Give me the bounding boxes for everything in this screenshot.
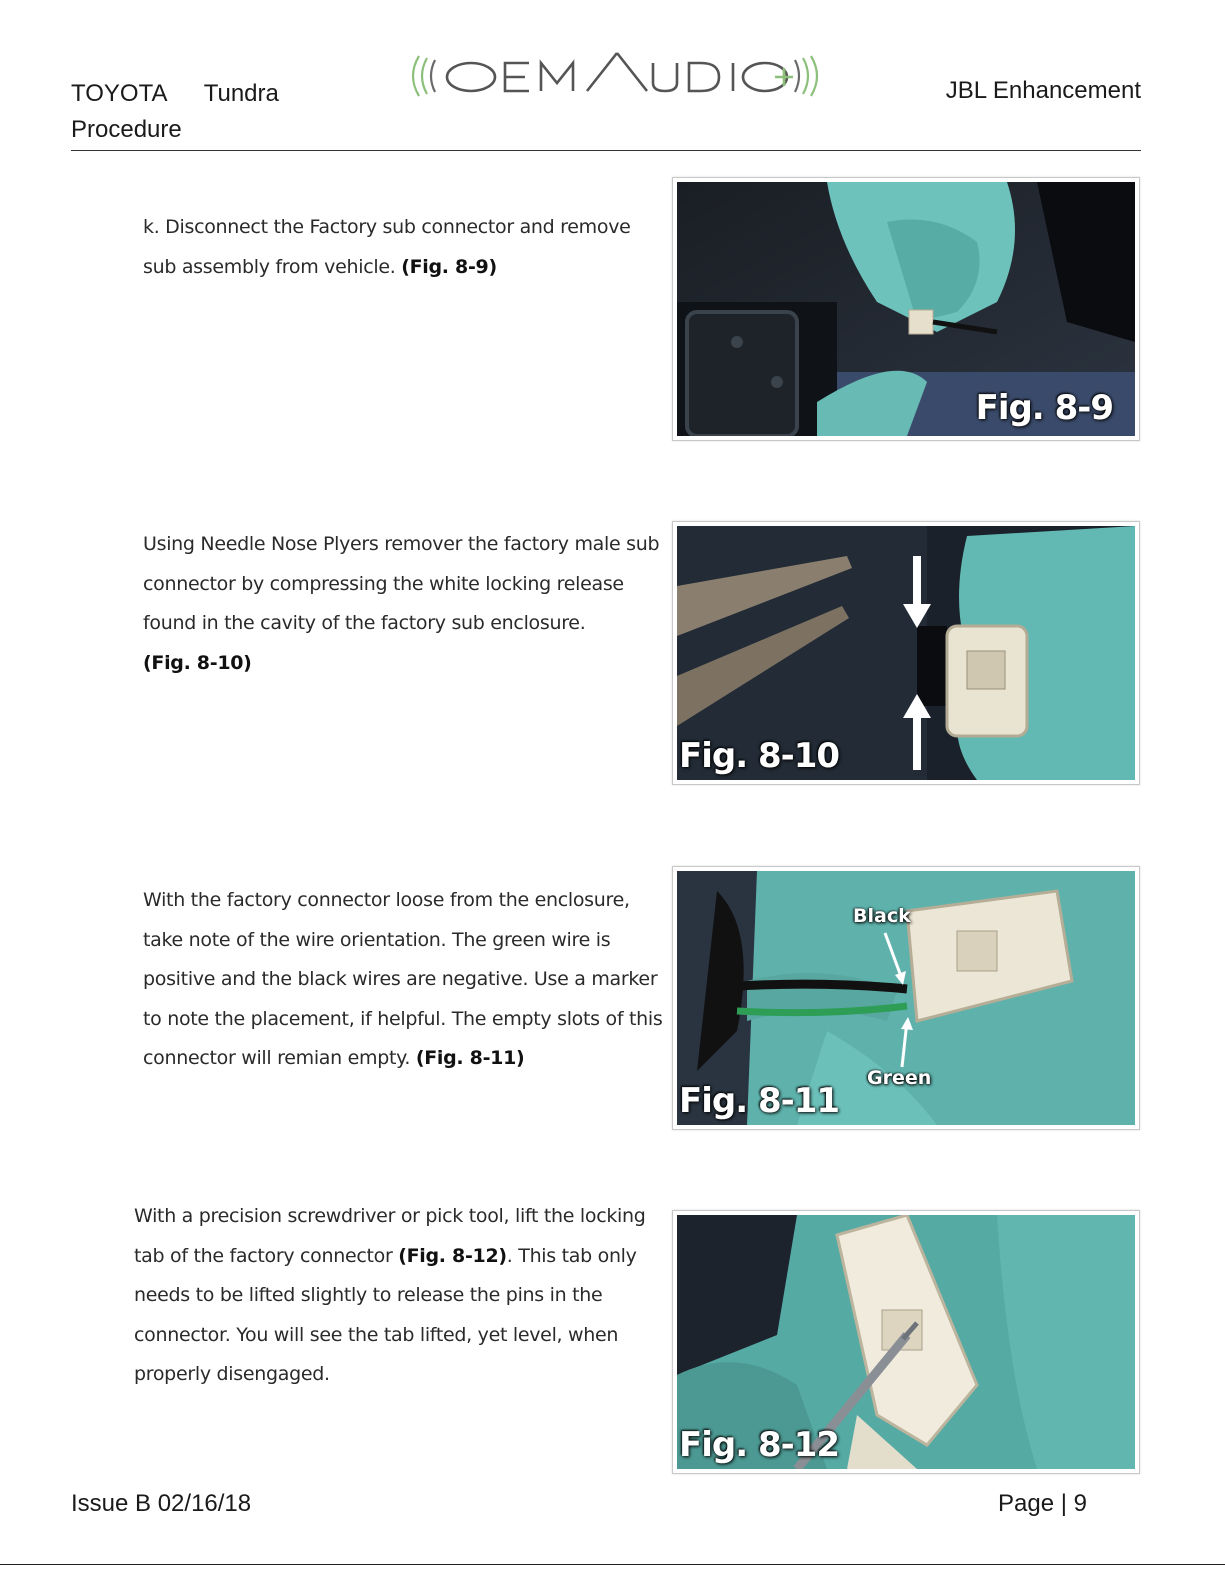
step-4-fig-ref: (Fig. 8-12) — [398, 1244, 507, 1267]
figure-label: Fig. 8-10 — [679, 736, 840, 776]
header-subtitle: Procedure — [71, 116, 182, 143]
figure-label: Fig. 8-9 — [975, 388, 1113, 428]
step-text-3 — [143, 881, 663, 1079]
figure-8-9 — [672, 177, 1140, 441]
oem-audio-logo — [405, 50, 825, 102]
step-text-1 — [143, 208, 663, 287]
footer-divider — [0, 1564, 1225, 1565]
step-text-2 — [143, 525, 663, 683]
step-3-text: With the factory connector loose from the enclosure, take note of the wire orientation. The green wire is positive and the black wires are negative. Use a marker to note the placement, if helpful. The empty slots of this connector will remian empty. — [143, 889, 663, 1069]
header-left — [71, 76, 279, 148]
vehicle-make: TOYOTA — [71, 80, 168, 107]
footer-issue: Issue B 02/16/18 — [71, 1490, 252, 1517]
header-divider — [71, 150, 1141, 151]
figure-label: Fig. 8-12 — [679, 1425, 840, 1465]
step-2-text: Using Needle Nose Plyers remover the factory male sub connector by compressing the white locking release found in the cavity of the factory sub enclosure. — [143, 533, 660, 634]
figure-label: Fig. 8-11 — [679, 1081, 840, 1121]
header-right-title: JBL Enhancement — [945, 77, 1141, 104]
wire-label-black: Black — [853, 905, 911, 927]
figure-8-11 — [672, 866, 1140, 1130]
figure-8-10 — [672, 521, 1140, 785]
step-1-fig-ref: (Fig. 8-9) — [401, 255, 497, 278]
step-4-text-after: . This tab only needs to be lifted slightly to release the pins in the connector. You will see the tab lifted, yet level, when properly disengaged. — [134, 1244, 637, 1385]
wire-label-green: Green — [867, 1067, 932, 1089]
footer-page-number: Page | 9 — [998, 1490, 1087, 1517]
step-1-text: k. Disconnect the Factory sub connector and remove sub assembly from vehicle. — [143, 216, 631, 278]
step-text-4 — [134, 1197, 654, 1395]
step-2-fig-ref: (Fig. 8-10) — [143, 651, 252, 674]
step-4-text-before: With a precision screwdriver or pick tool, lift the locking tab of the factory connector — [134, 1205, 646, 1267]
figure-8-12 — [672, 1210, 1140, 1474]
vehicle-model: Tundra — [203, 80, 279, 107]
step-3-fig-ref: (Fig. 8-11) — [415, 1047, 525, 1069]
